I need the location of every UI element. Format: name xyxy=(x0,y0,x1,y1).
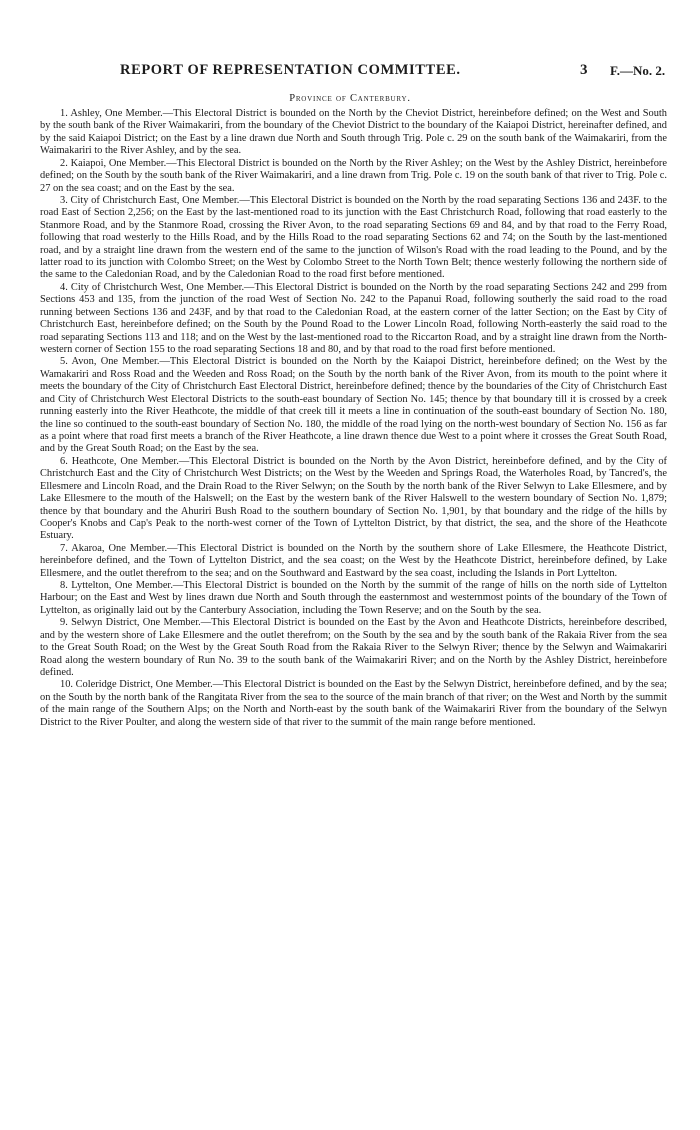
body-text xyxy=(40,108,667,729)
paragraph-christchurch-west: 4. City of Christchurch West, One Member.—This Electoral District is bounded on the North by the road separating Sections 242 and 299 from Sections 453 and 135, from the junction of the road West of Section No. 242 to the Papanui Road, following southerly the said road to the road running between Sections 136 and 243F, and by that road to the Caledonian Road, at the eastern corner of the latter Section; on the East by City of Christchurch East, hereinbefore defined; on the South by the Pound Road to the Lower Lincoln Road, following North-easterly the said road to the road separating Sections 113 and 118; and on the West by the last-mentioned road to the Riccarton Road, and by a straight line drawn from the North-western corner of Section 155 to the road separating Sections 18 and 80, and by that road to the road first before mentioned. xyxy=(40,281,667,356)
running-title: REPORT OF REPRESENTATION COMMITTEE. xyxy=(120,62,461,78)
paragraph-akaroa: 7. Akaroa, One Member.—This Electoral District is bounded on the North by the southern shore of Lake Ellesmere, the Heathcote District, hereinbefore defined, and the Town of Lyttelton District, and the sea coast; on the West by the Heathcote District, hereinbefore defined, by Lake Ellesmere, and the outlet therefrom to the sea; and on the Southward and Eastward by the sea coast, including the Islands in Port Lyttelton. xyxy=(40,542,667,579)
paragraph-kaiapoi: 2. Kaiapoi, One Member.—This Electoral District is bounded on the North by the River Ashley; on the West by the Ashley District, hereinbefore defined; on the South by the south bank of the River Waimakariri, and a line drawn from Trig. Pole c. 19 on the south bank of that river to Trig. Pole c. 27 on the sea coast; and on the East by the sea. xyxy=(40,157,667,194)
paragraph-coleridge: 10. Coleridge District, One Member.—This Electoral District is bounded on the East by the Selwyn District, hereinbefore defined, and by the sea; on the South by the north bank of the Rangitata River from the sea to the source of the main branch of that river; on the West and North by the summit of the main range of the Southern Alps; on the North and North-east by the south bank of the Waimakariri River from the boundary of the Selwyn District to the River Poulter, and along the western side of that river to the summit of the main range before mentioned. xyxy=(40,679,667,728)
document-reference: F.—No. 2. xyxy=(610,63,666,78)
page-number: 3 xyxy=(580,62,588,78)
paragraph-lyttelton: 8. Lyttelton, One Member.—This Electoral District is bounded on the North by the summit of the range of hills on the north side of Lyttelton Harbour; on the East and West by lines drawn due North and South through the easternmost and westernmost points of the boundary of the Town of Lyttelton, as originally laid out by the Canterbury Association, including the Town Reserve; and on the South by the sea. xyxy=(40,580,667,616)
paragraph-selwyn: 9. Selwyn District, One Member.—This Electoral District is bounded on the East by the Avon and Heathcote Districts, hereinbefore described, and by the western shore of Lake Ellesmere and the outlet therefrom; on the South by the sea and by the south bank of the Rakaia River from the sea to the Great South Road; on the West by the Great South Road from the Rakaia River to the Selwyn River; thence by the Selwyn and Waimakariri Road along the western boundary of Run No. 39 to the south bank of the Waimakariri River; and on the North by the Ashley District, hereinbefore defined. xyxy=(40,617,667,678)
section-heading: Province of Canterbury. xyxy=(289,93,411,104)
paragraph-ashley: 1. Ashley, One Member.—This Electoral District is bounded on the North by the Cheviot District, hereinbefore defined; on the West and South by the south bank of the River Waimakariri, from the boundary of the Cheviot District to the boundary of the Kaiapoi District, hereinafter defined, and by the said Kaiapoi District; on the East by a line drawn due North and South through Trig. Pole c. 29 on the south bank of the Waimakariri, from the Waimakariri to the River Ashley, and by the sea. xyxy=(40,108,667,157)
paragraph-heathcote: 6. Heathcote, One Member.—This Electoral District is bounded on the North by the Avon District, hereinbefore defined, and by the City of Christchurch East and the City of Christchurch West Districts; on the West by the Weeden and Springs Road, the Waterholes Road, by Tancred's, the Ellesmere and Lincoln Road, and the Drain Road to the River Selwyn; on the South by the north bank of the River Selwyn to Lake Ellesmere, and by Lake Ellesmere to the mouth of the Halswell; on the East by the western bank of the River Halswell to the western boundary of Section No. 1,879; thence by that boundary and the Ahuriri Bush Road to the southern boundary of Section No. 1,901, by that boundary and the ridge of the hills by Cooper's Knobs and Cap's Peak to the north-west corner of the Town of Lyttelton District, by that district, the sea, and the shore of the Heathcote Estuary. xyxy=(40,455,667,542)
page-header xyxy=(0,62,700,84)
paragraph-avon: 5. Avon, One Member.—This Electoral District is bounded on the North by the Kaiapoi District, hereinbefore defined; on the West by the Wamakariri and Ross Road and the Weeden and Ross Road; on the South by the north bank of the River Avon, from its mouth to the point where it meets the boundary of the City of Christchurch East Electoral District, hereinbefore defined; thence by the boundaries of the City of Christchurch East and City of Christchurch West Electoral Districts to the south-east boundary of Section No. 145; thence by that boundary till it is crossed by a creek running easterly into the River Heathcote, the middle of that creek till it meets a line in continuation of the south-east boundary of Section No. 180, the line so continued to the south-east boundary of Section No. 180, the middle of the road lying on the north-west boundary of Section No. 156 as far as a point where that road first meets a branch of the River Heathcote, a line drawn thence due West to a point where it crosses the Great South Road, and by the Great South Road; on the East by the sea. xyxy=(40,356,667,455)
paragraph-christchurch-east: 3. City of Christchurch East, One Member.—This Electoral District is bounded on the North by the road separating Sections 136 and 243F. to the road East of Section 2,256; on the East by the last-mentioned road to its junction with the East Christchurch Road, following that road easterly to the Stanmore Road, and by the Stanmore Road, crossing the River Avon, to the road separating Sections 69 and 84, and by that road to the Ferry Road, following that road westerly to the Hills Road, and by the Hills Road to the road separating Sections 62 and 74; on the South by the last-mentioned road, and by a straight line drawn from the western end of the same to the junction of Wilson's Road with the road leading to the Pound, and by the latter road to its junction with Colombo Street; on the West by Colombo Street to the North Town Belt; thence westerly following the northern side of the same to the Caledonian Road, and by the Caledonian Road to the road first before mentioned. xyxy=(40,194,667,281)
